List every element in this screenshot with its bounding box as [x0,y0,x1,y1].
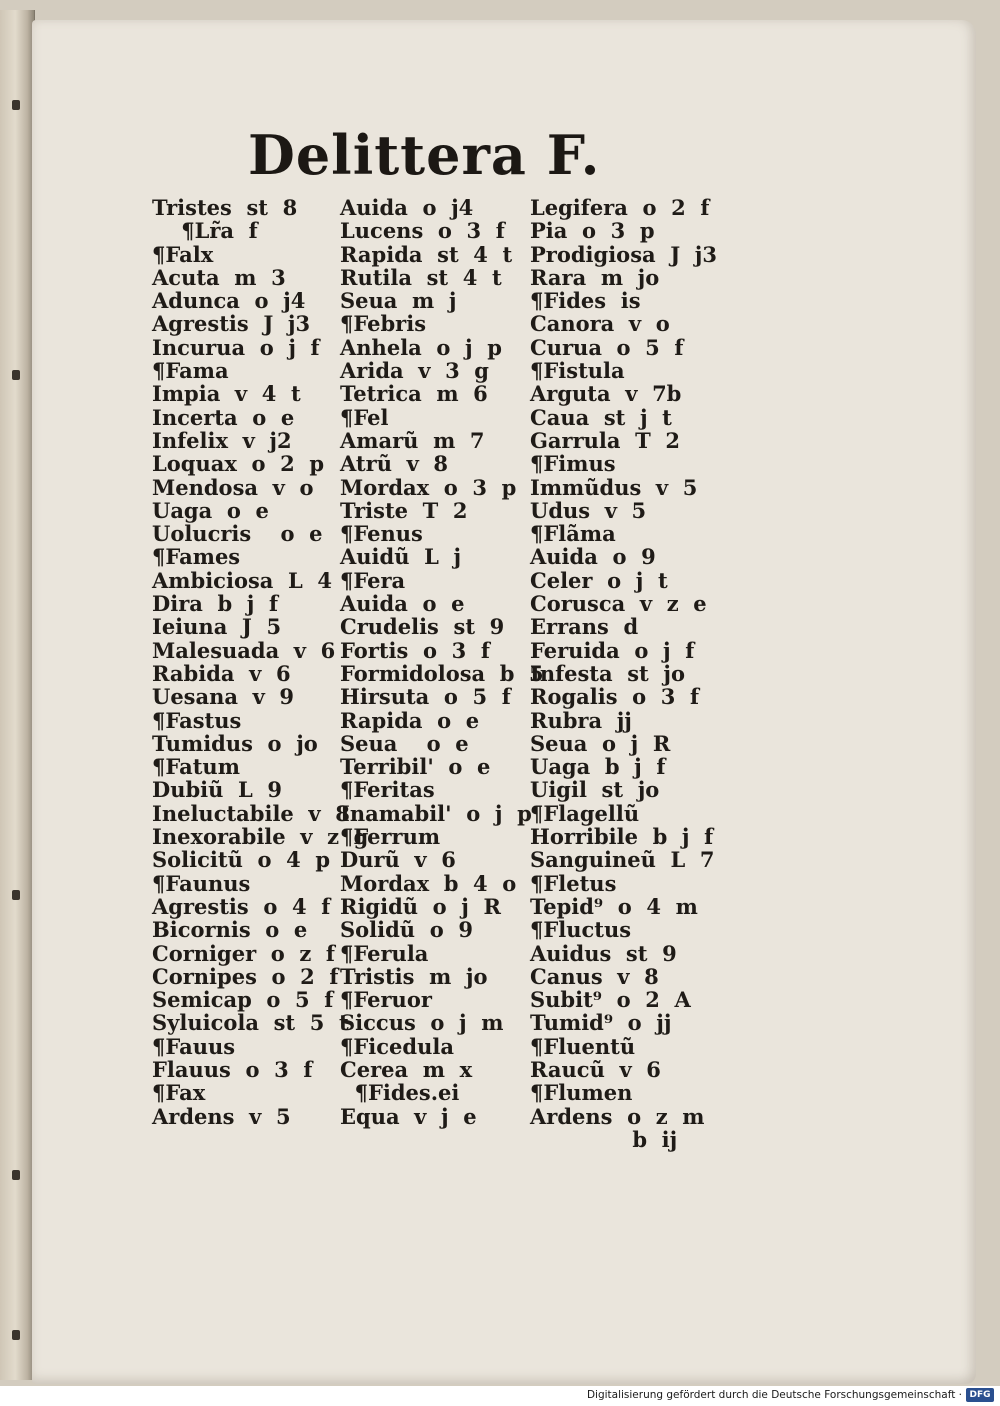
entry-line: Adunca o j4 [152,288,306,314]
entry-line: ¶Ferula [340,940,429,966]
entry-line: Rigidũ o j R [340,893,501,919]
binding-mark [12,1330,20,1340]
entry-line: Tepid⁹ o 4 m [530,893,698,919]
entry-line: ¶Fides is [530,288,641,314]
entry-line: Cornipes o 2 f [152,963,339,989]
entry-line: Udus v 5 [530,497,647,523]
binding-mark [12,370,20,380]
entry-line: Auidũ L j [340,544,462,570]
entry-line: Auida o j4 [340,195,474,220]
entry-line: Flauus o 3 f [152,1056,313,1082]
entry-line: Seua o j R [530,730,671,756]
entry-line: Triste T 2 [340,497,468,523]
entry-line: Ambiciosa L 4 [152,567,332,593]
entry-line: Rara m jo [530,264,660,290]
entry-line: ¶Fauus [152,1033,236,1059]
entry-line: Rubra jj [530,707,632,733]
entry-line: Pia o 3 p [530,218,655,244]
entry-column-2 [340,195,544,1129]
entry-line: Formidolosa b 5 [340,660,544,686]
entry-line: ¶Fames [152,544,241,570]
entry-column-1 [152,195,369,1129]
entry-line: ¶Feritas [340,777,435,803]
entry-line: Auida o e [340,591,465,617]
entry-line: Uolucris o e [152,521,323,547]
binding-mark [12,100,20,110]
entry-line: Rapida o e [340,707,480,733]
entry-line: Inamabil' o j p [340,800,532,826]
entry-line: Semicap o 5 f [152,987,334,1013]
entry-line: Horribile b j f [530,824,714,850]
entry-line: Solicitũ o 4 p [152,847,331,873]
entry-line: Celer o j t [530,567,668,593]
entry-line: Corusca v z e [530,591,707,617]
entry-line: Malesuada v 6 [152,637,336,663]
entry-line: Uaga o e [152,497,269,523]
entry-line: Equa v j e [340,1103,477,1129]
entry-line: ¶Faunus [152,870,251,896]
entry-line: Tetrica m 6 [340,381,488,407]
entry-line: ¶Fera [340,567,406,593]
entry-line: Loquax o 2 p [152,451,325,477]
entry-line: ¶Febris [340,311,427,337]
entry-line: Tristes st 8 [152,195,298,220]
entry-line: ¶Lr̃a f [152,218,258,244]
entry-line: Garrula T 2 [530,427,681,453]
entry-line: ¶Fax [152,1080,206,1106]
entry-line: ¶Fimus [530,451,616,477]
entry-line: Impia v 4 t [152,381,301,407]
entry-line: Mordax o 3 p [340,474,517,500]
entry-line: ¶Ferrum [340,824,441,850]
binding-mark [12,1170,20,1180]
entry-line: ¶Fenus [340,521,423,547]
entry-line: Dira b j f [152,591,279,617]
entry-line: Auida o 9 [530,544,656,570]
binding-mark [12,890,20,900]
entry-line: Dubiũ L 9 [152,777,283,803]
entry-column-3 [530,196,726,1151]
entry-line: Tumid⁹ o jj [530,1010,672,1036]
entry-line: Anhela o j p [340,334,502,360]
entry-line: Agrestis J j3 [152,311,311,337]
entry-line: Tristis m jo [340,963,488,989]
entry-line: Solidũ o 9 [340,917,473,943]
entry-line: Uesana v 9 [152,684,295,710]
entry-line: Raucũ v 6 [530,1056,661,1082]
entry-line: Legifera o 2 f [530,195,710,220]
entry-line: ¶Fatum [152,754,240,780]
entry-line: ¶Fluctus [530,917,632,943]
entry-line: Rabida v 6 [152,660,291,686]
entry-line: ¶Flãma [530,521,616,547]
entry-line: b ij [530,1126,678,1152]
entry-line: ¶Feruor [340,987,432,1013]
entry-line: ¶Ficedula [340,1033,454,1059]
entry-line: Feruida o j f [530,637,695,663]
entry-line: Corniger o z f [152,940,335,966]
entry-line: Ieiuna J 5 [152,614,282,640]
entry-line: Sanguineũ L 7 [530,847,715,873]
entry-line: ¶Fel [340,404,389,430]
entry-line: Infelix v j2 [152,427,292,453]
entry-line: Durũ v 6 [340,847,456,873]
entry-line: ¶Flumen [530,1080,633,1106]
entry-line: Auidus st 9 [530,940,677,966]
entry-line: Uigil st jo [530,777,660,803]
entry-line: ¶Fletus [530,870,617,896]
entry-line: Crudelis st 9 [340,614,505,640]
binding-marks [12,70,22,1370]
entry-line: ¶Fama [152,358,229,384]
entry-line: Canus v 8 [530,963,659,989]
entry-line: Mendosa v o [152,474,314,500]
entry-line: Ineluctabile v 8 [152,800,350,826]
entry-line: Incurua o j f [152,334,320,360]
entry-line: ¶Fastus [152,707,242,733]
entry-line: Uaga b j f [530,754,666,780]
page-heading: Delittera F. [248,123,601,187]
entry-line: Terribil' o e [340,754,491,780]
entry-line: Syluicola st 5 t [152,1010,349,1036]
entry-line: Rapida st 4 t [340,241,513,267]
entry-line: Rutila st 4 t [340,264,502,290]
entry-line: Siccus o j m [340,1010,504,1036]
funding-credit: Digitalisierung gefördert durch die Deutsche Forschungsgemeinschaft · [586,1389,962,1401]
entry-line: ¶Fides.ei [340,1080,460,1106]
entry-line: Prodigiosa J j3 [530,241,718,267]
entry-line: Immũdus v 5 [530,474,698,500]
entry-line: Bicornis o e [152,917,308,943]
entry-line: Hirsuta o 5 f [340,684,511,710]
entry-line: Inexorabile v z g [152,824,369,850]
entry-line: Acuta m 3 [152,264,286,290]
entry-line: Arida v 3 g [340,358,489,384]
entry-line: Subit⁹ o 2 A [530,987,691,1013]
entry-line: Mordax b 4 o [340,870,517,896]
entry-line: Agrestis o 4 f [152,893,331,919]
entry-line: Tumidus o jo [152,730,318,756]
entry-line: Seua m j [340,288,457,314]
entry-line: Ardens v 5 [152,1103,291,1129]
entry-line: Atrũ v 8 [340,451,449,477]
entry-line: ¶Fistula [530,358,625,384]
entry-line: Infesta st jo [530,660,685,686]
entry-line: Caua st j t [530,404,672,430]
entry-line: Errans d [530,614,639,640]
entry-line: Fortis o 3 f [340,637,490,663]
entry-line: Arguta v 7b [530,381,682,407]
entry-line: Cerea m x [340,1056,473,1082]
entry-line: ¶Falx [152,241,214,267]
entry-line: Lucens o 3 f [340,218,505,244]
entry-line: Rogalis o 3 f [530,684,700,710]
entry-line: ¶Flagellũ [530,800,640,826]
entry-line: Seua o e [340,730,469,756]
dfg-logo: DFG [966,1388,994,1402]
entry-line: ¶Fluentũ [530,1033,636,1059]
entry-line: Canora v o [530,311,670,337]
entry-line: Curua o 5 f [530,334,684,360]
entry-line: Ardens o z m [530,1103,705,1129]
entry-line: Amarũ m 7 [340,427,485,453]
entry-line: Incerta o e [152,404,295,430]
